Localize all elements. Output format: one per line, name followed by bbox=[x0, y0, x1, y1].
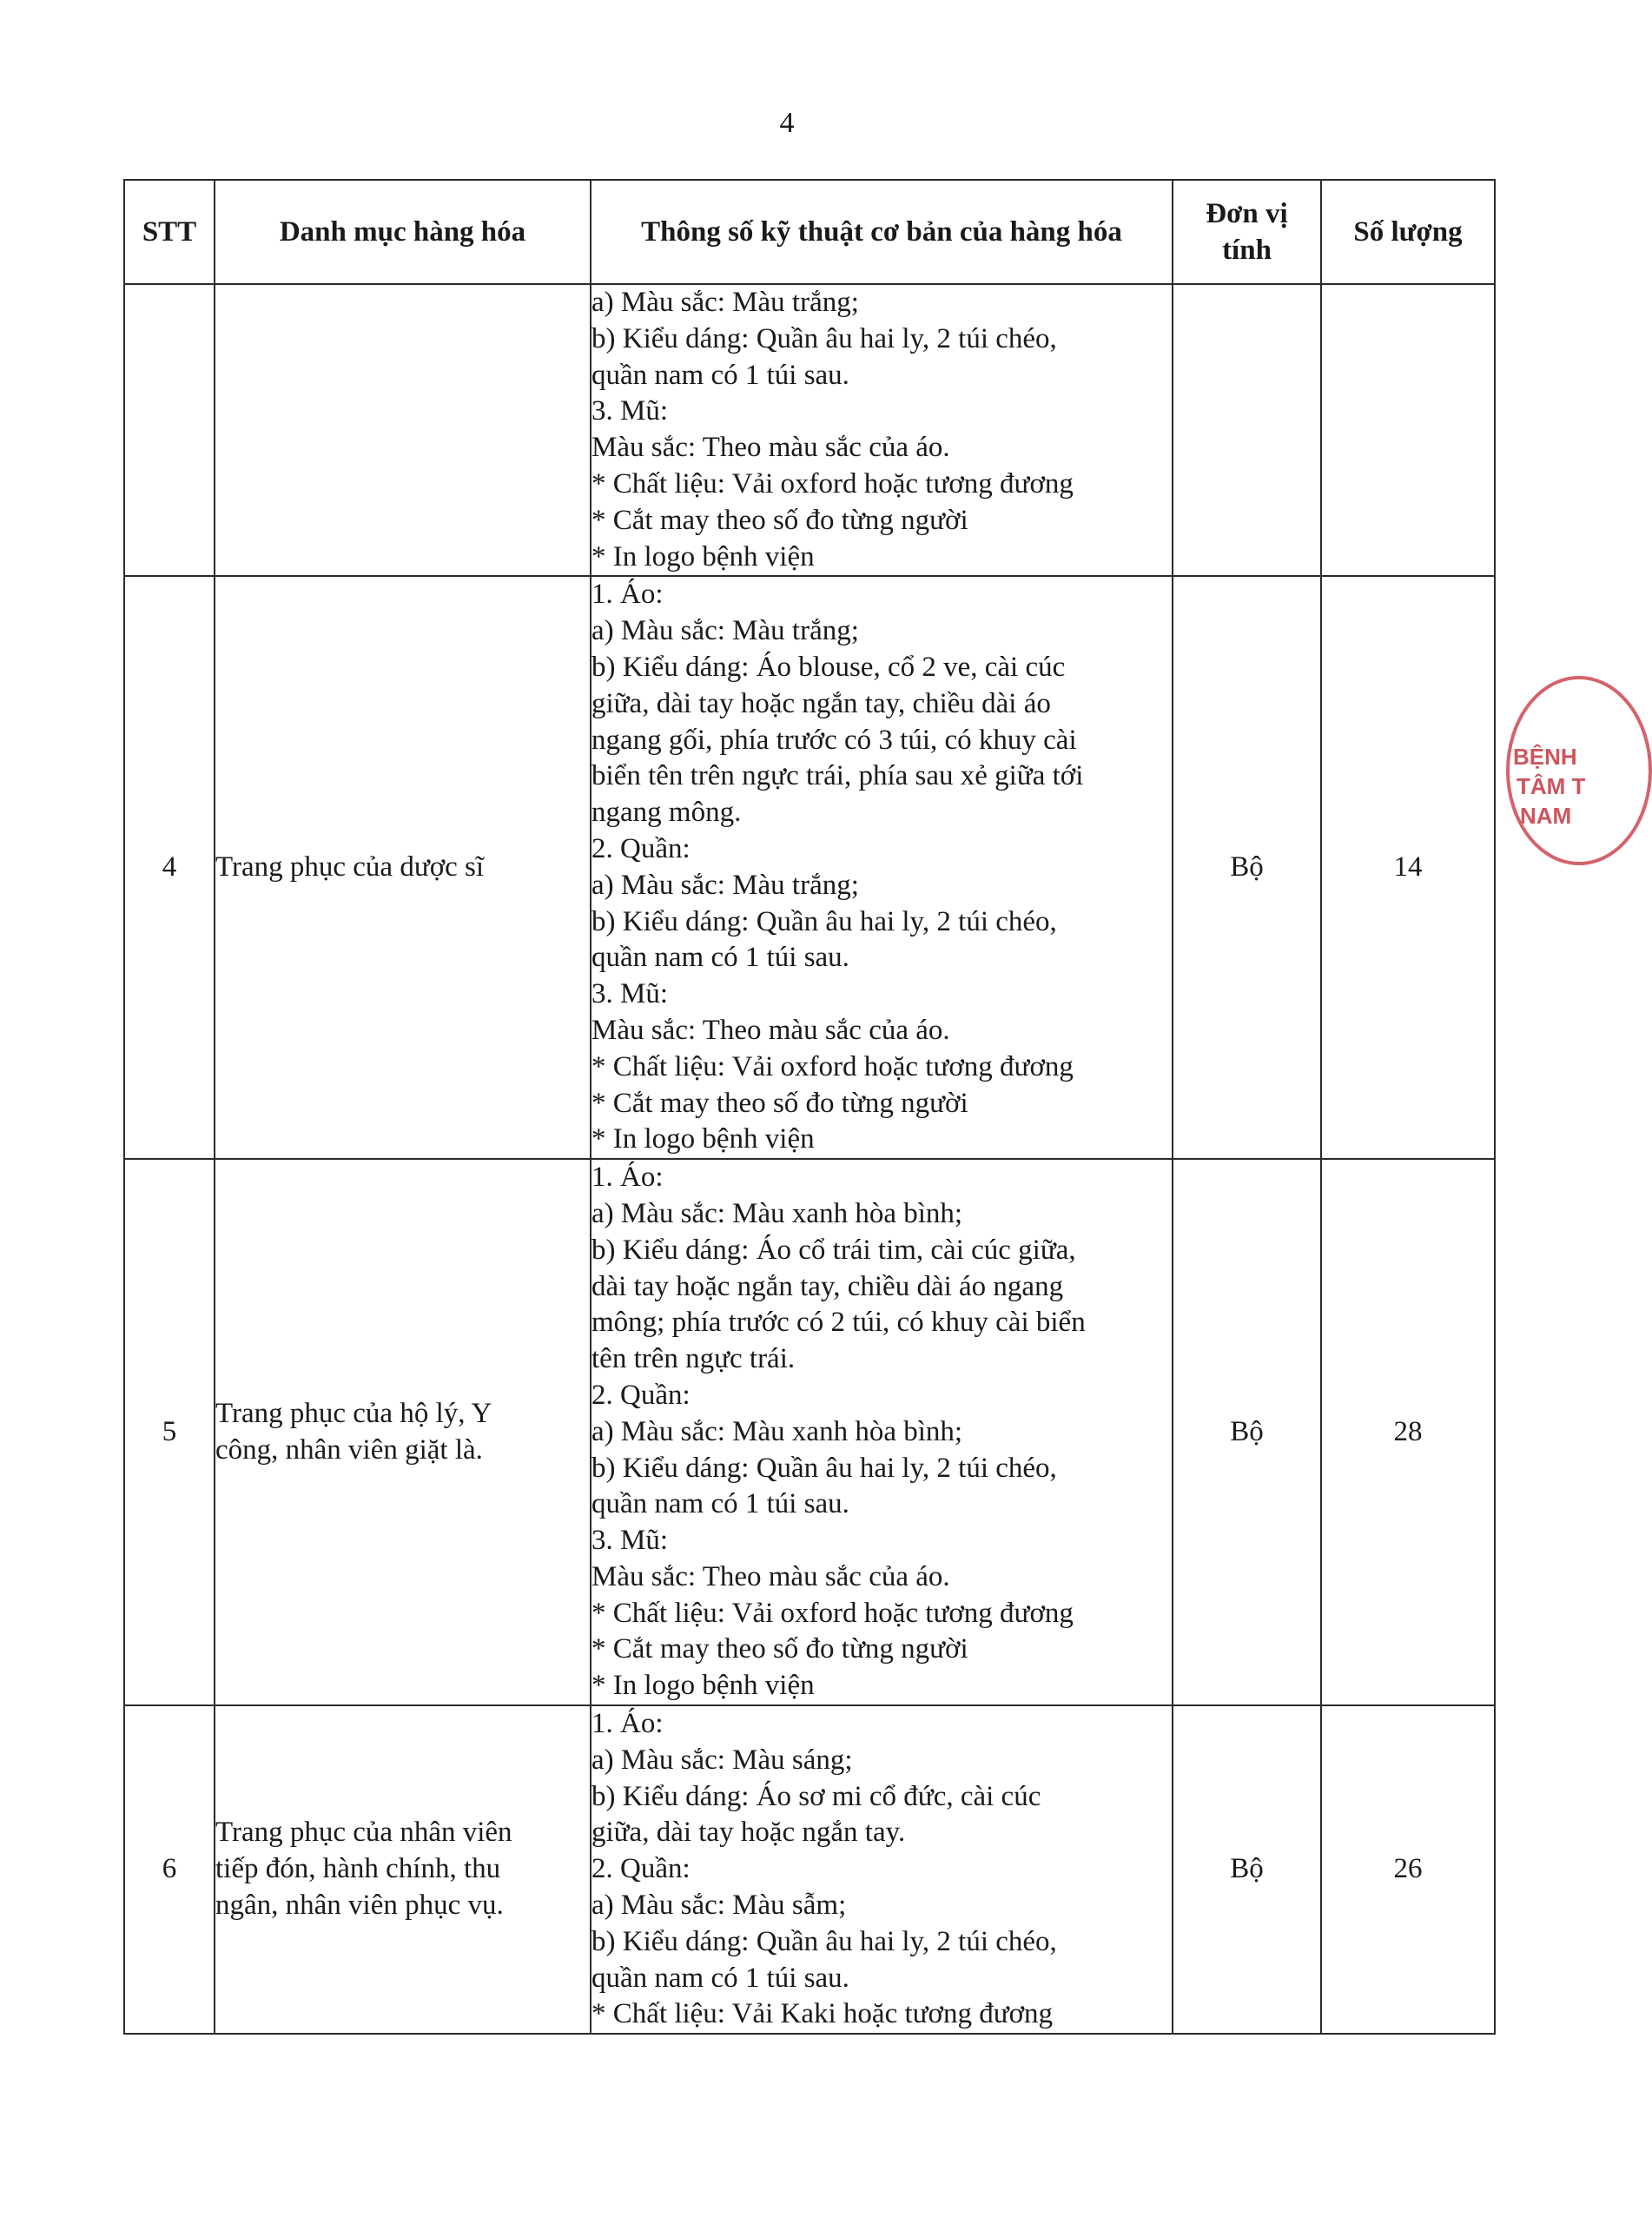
cell-spec bbox=[591, 284, 1173, 576]
header-unit bbox=[1173, 180, 1321, 284]
spec-line: 2. Quần: bbox=[591, 1853, 691, 1885]
spec-line: * Cắt may theo số đo từng người bbox=[591, 504, 968, 536]
stamp-ring bbox=[1506, 676, 1652, 865]
cell-spec bbox=[591, 1159, 1173, 1705]
name-line: tiếp đón, hành chính, thu bbox=[215, 1853, 501, 1885]
cell-qty: 26 bbox=[1321, 1705, 1495, 2034]
spec-line: 1. Áo: bbox=[591, 579, 664, 611]
spec-line: 3. Mũ: bbox=[591, 978, 669, 1010]
cell-qty: 28 bbox=[1321, 1159, 1495, 1705]
table-row bbox=[124, 576, 1495, 1159]
spec-line: a) Màu sắc: Màu trắng; bbox=[591, 615, 859, 647]
spec-line: a) Màu sắc: Màu sáng; bbox=[591, 1744, 853, 1776]
cell-stt: 5 bbox=[124, 1159, 215, 1705]
table-body bbox=[124, 284, 1495, 2034]
spec-line: b) Kiểu dáng: Quần âu hai ly, 2 túi chéo, bbox=[591, 1925, 1057, 1957]
spec-line: b) Kiểu dáng: Áo sơ mi cổ đức, cài cúc bbox=[591, 1780, 1041, 1812]
spec-line: quần nam có 1 túi sau. bbox=[591, 359, 849, 391]
spec-line: * In logo bệnh viện bbox=[591, 1670, 815, 1702]
name-line: ngân, nhân viên phục vụ. bbox=[215, 1890, 504, 1922]
spec-line: 1. Áo: bbox=[591, 1162, 664, 1194]
header-unit-line: Đơn vị bbox=[1206, 198, 1288, 229]
page-number: 4 bbox=[779, 107, 795, 139]
spec-line: * Cắt may theo số đo từng người bbox=[591, 1633, 968, 1665]
spec-line: a) Màu sắc: Màu trắng; bbox=[591, 287, 859, 318]
spec-line: 2. Quần: bbox=[591, 832, 691, 864]
hospital-stamp bbox=[1490, 660, 1612, 886]
name-line: Trang phục của hộ lý, Y bbox=[215, 1397, 492, 1429]
spec-line: ngang gối, phía trước có 3 túi, có khuy cài bbox=[591, 724, 1077, 756]
cell-unit bbox=[1173, 284, 1321, 576]
spec-line: a) Màu sắc: Màu trắng; bbox=[591, 869, 859, 901]
spec-line: b) Kiểu dáng: Áo cổ trái tim, cài cúc giữa, bbox=[591, 1234, 1076, 1266]
stamp-text: BỆNH bbox=[1513, 744, 1577, 770]
spec-line: 3. Mũ: bbox=[591, 395, 669, 427]
spec-line: quần nam có 1 túi sau. bbox=[591, 1962, 849, 1994]
spec-line: * Chất liệu: Vải Kaki hoặc tương đương bbox=[591, 1998, 1054, 2030]
spec-line: * Chất liệu: Vải oxford hoặc tương đương bbox=[591, 467, 1074, 500]
table-header-row bbox=[124, 180, 1495, 284]
spec-line: quần nam có 1 túi sau. bbox=[591, 942, 849, 974]
spec-line: quần nam có 1 túi sau. bbox=[591, 1488, 849, 1520]
cell-name bbox=[215, 284, 591, 576]
cell-stt: 6 bbox=[124, 1705, 215, 2034]
spec-line: a) Màu sắc: Màu xanh hòa bình; bbox=[591, 1415, 963, 1447]
spec-line: 2. Quần: bbox=[591, 1379, 691, 1411]
spec-line: dài tay hoặc ngắn tay, chiều dài áo ngang bbox=[591, 1270, 1064, 1302]
header-stt: STT bbox=[124, 180, 215, 284]
spec-line: 3. Mũ: bbox=[591, 1525, 669, 1557]
table-row bbox=[124, 1705, 1495, 2034]
cell-name bbox=[215, 576, 591, 1159]
cell-unit: Bộ bbox=[1173, 1705, 1321, 2034]
name-line: công, nhân viên giặt là. bbox=[215, 1433, 483, 1466]
spec-line: b) Kiểu dáng: Quần âu hai ly, 2 túi chéo, bbox=[591, 1452, 1057, 1484]
header-spec: Thông số kỹ thuật cơ bản của hàng hóa bbox=[591, 180, 1173, 284]
spec-line: giữa, dài tay hoặc ngắn tay. bbox=[591, 1817, 906, 1849]
spec-line: Màu sắc: Theo màu sắc của áo. bbox=[591, 432, 950, 464]
goods-table bbox=[123, 179, 1496, 2035]
stamp-text: NAM bbox=[1520, 803, 1572, 829]
spec-line: * Cắt may theo số đo từng người bbox=[591, 1087, 968, 1119]
spec-line: Màu sắc: Theo màu sắc của áo. bbox=[591, 1014, 950, 1046]
table-row bbox=[124, 284, 1495, 576]
spec-line: * In logo bệnh viện bbox=[591, 540, 815, 573]
spec-line: b) Kiểu dáng: Áo blouse, cổ 2 ve, cài cúc bbox=[591, 651, 1066, 683]
header-name: Danh mục hàng hóa bbox=[215, 180, 591, 284]
table-row bbox=[124, 1159, 1495, 1705]
spec-line: b) Kiểu dáng: Quần âu hai ly, 2 túi chéo, bbox=[591, 322, 1057, 354]
cell-name bbox=[215, 1705, 591, 2034]
stamp-text: TÂM T bbox=[1517, 773, 1586, 799]
spec-line: * In logo bệnh viện bbox=[591, 1123, 815, 1155]
name-line: Trang phục của nhân viên bbox=[215, 1817, 512, 1849]
cell-qty: 14 bbox=[1321, 576, 1495, 1159]
spec-line: ngang mông. bbox=[591, 797, 742, 829]
header-unit-line: tính bbox=[1222, 235, 1272, 266]
spec-line: tên trên ngực trái. bbox=[591, 1343, 796, 1375]
cell-name bbox=[215, 1159, 591, 1705]
spec-line: a) Màu sắc: Màu xanh hòa bình; bbox=[591, 1197, 963, 1229]
spec-line: * Chất liệu: Vải oxford hoặc tương đương bbox=[591, 1597, 1074, 1629]
cell-spec bbox=[591, 576, 1173, 1159]
spec-line: a) Màu sắc: Màu sẫm; bbox=[591, 1890, 847, 1922]
spec-line: 1. Áo: bbox=[591, 1708, 664, 1740]
header-qty: Số lượng bbox=[1321, 180, 1495, 284]
spec-line: mông; phía trước có 2 túi, có khuy cài biển bbox=[591, 1307, 1086, 1339]
cell-qty bbox=[1321, 284, 1495, 576]
cell-unit: Bộ bbox=[1173, 576, 1321, 1159]
cell-spec bbox=[591, 1705, 1173, 2034]
spec-line: * Chất liệu: Vải oxford hoặc tương đương bbox=[591, 1050, 1074, 1082]
spec-line: giữa, dài tay hoặc ngắn tay, chiều dài áo bbox=[591, 687, 1051, 719]
cell-unit: Bộ bbox=[1173, 1159, 1321, 1705]
name-line: Trang phục của dược sĩ bbox=[215, 851, 485, 883]
cell-stt bbox=[124, 284, 215, 576]
spec-line: b) Kiểu dáng: Quần âu hai ly, 2 túi chéo, bbox=[591, 905, 1057, 937]
cell-stt: 4 bbox=[124, 576, 215, 1159]
spec-line: Màu sắc: Theo màu sắc của áo. bbox=[591, 1560, 950, 1592]
spec-line: biển tên trên ngực trái, phía sau xẻ giữa tới bbox=[591, 760, 1084, 792]
